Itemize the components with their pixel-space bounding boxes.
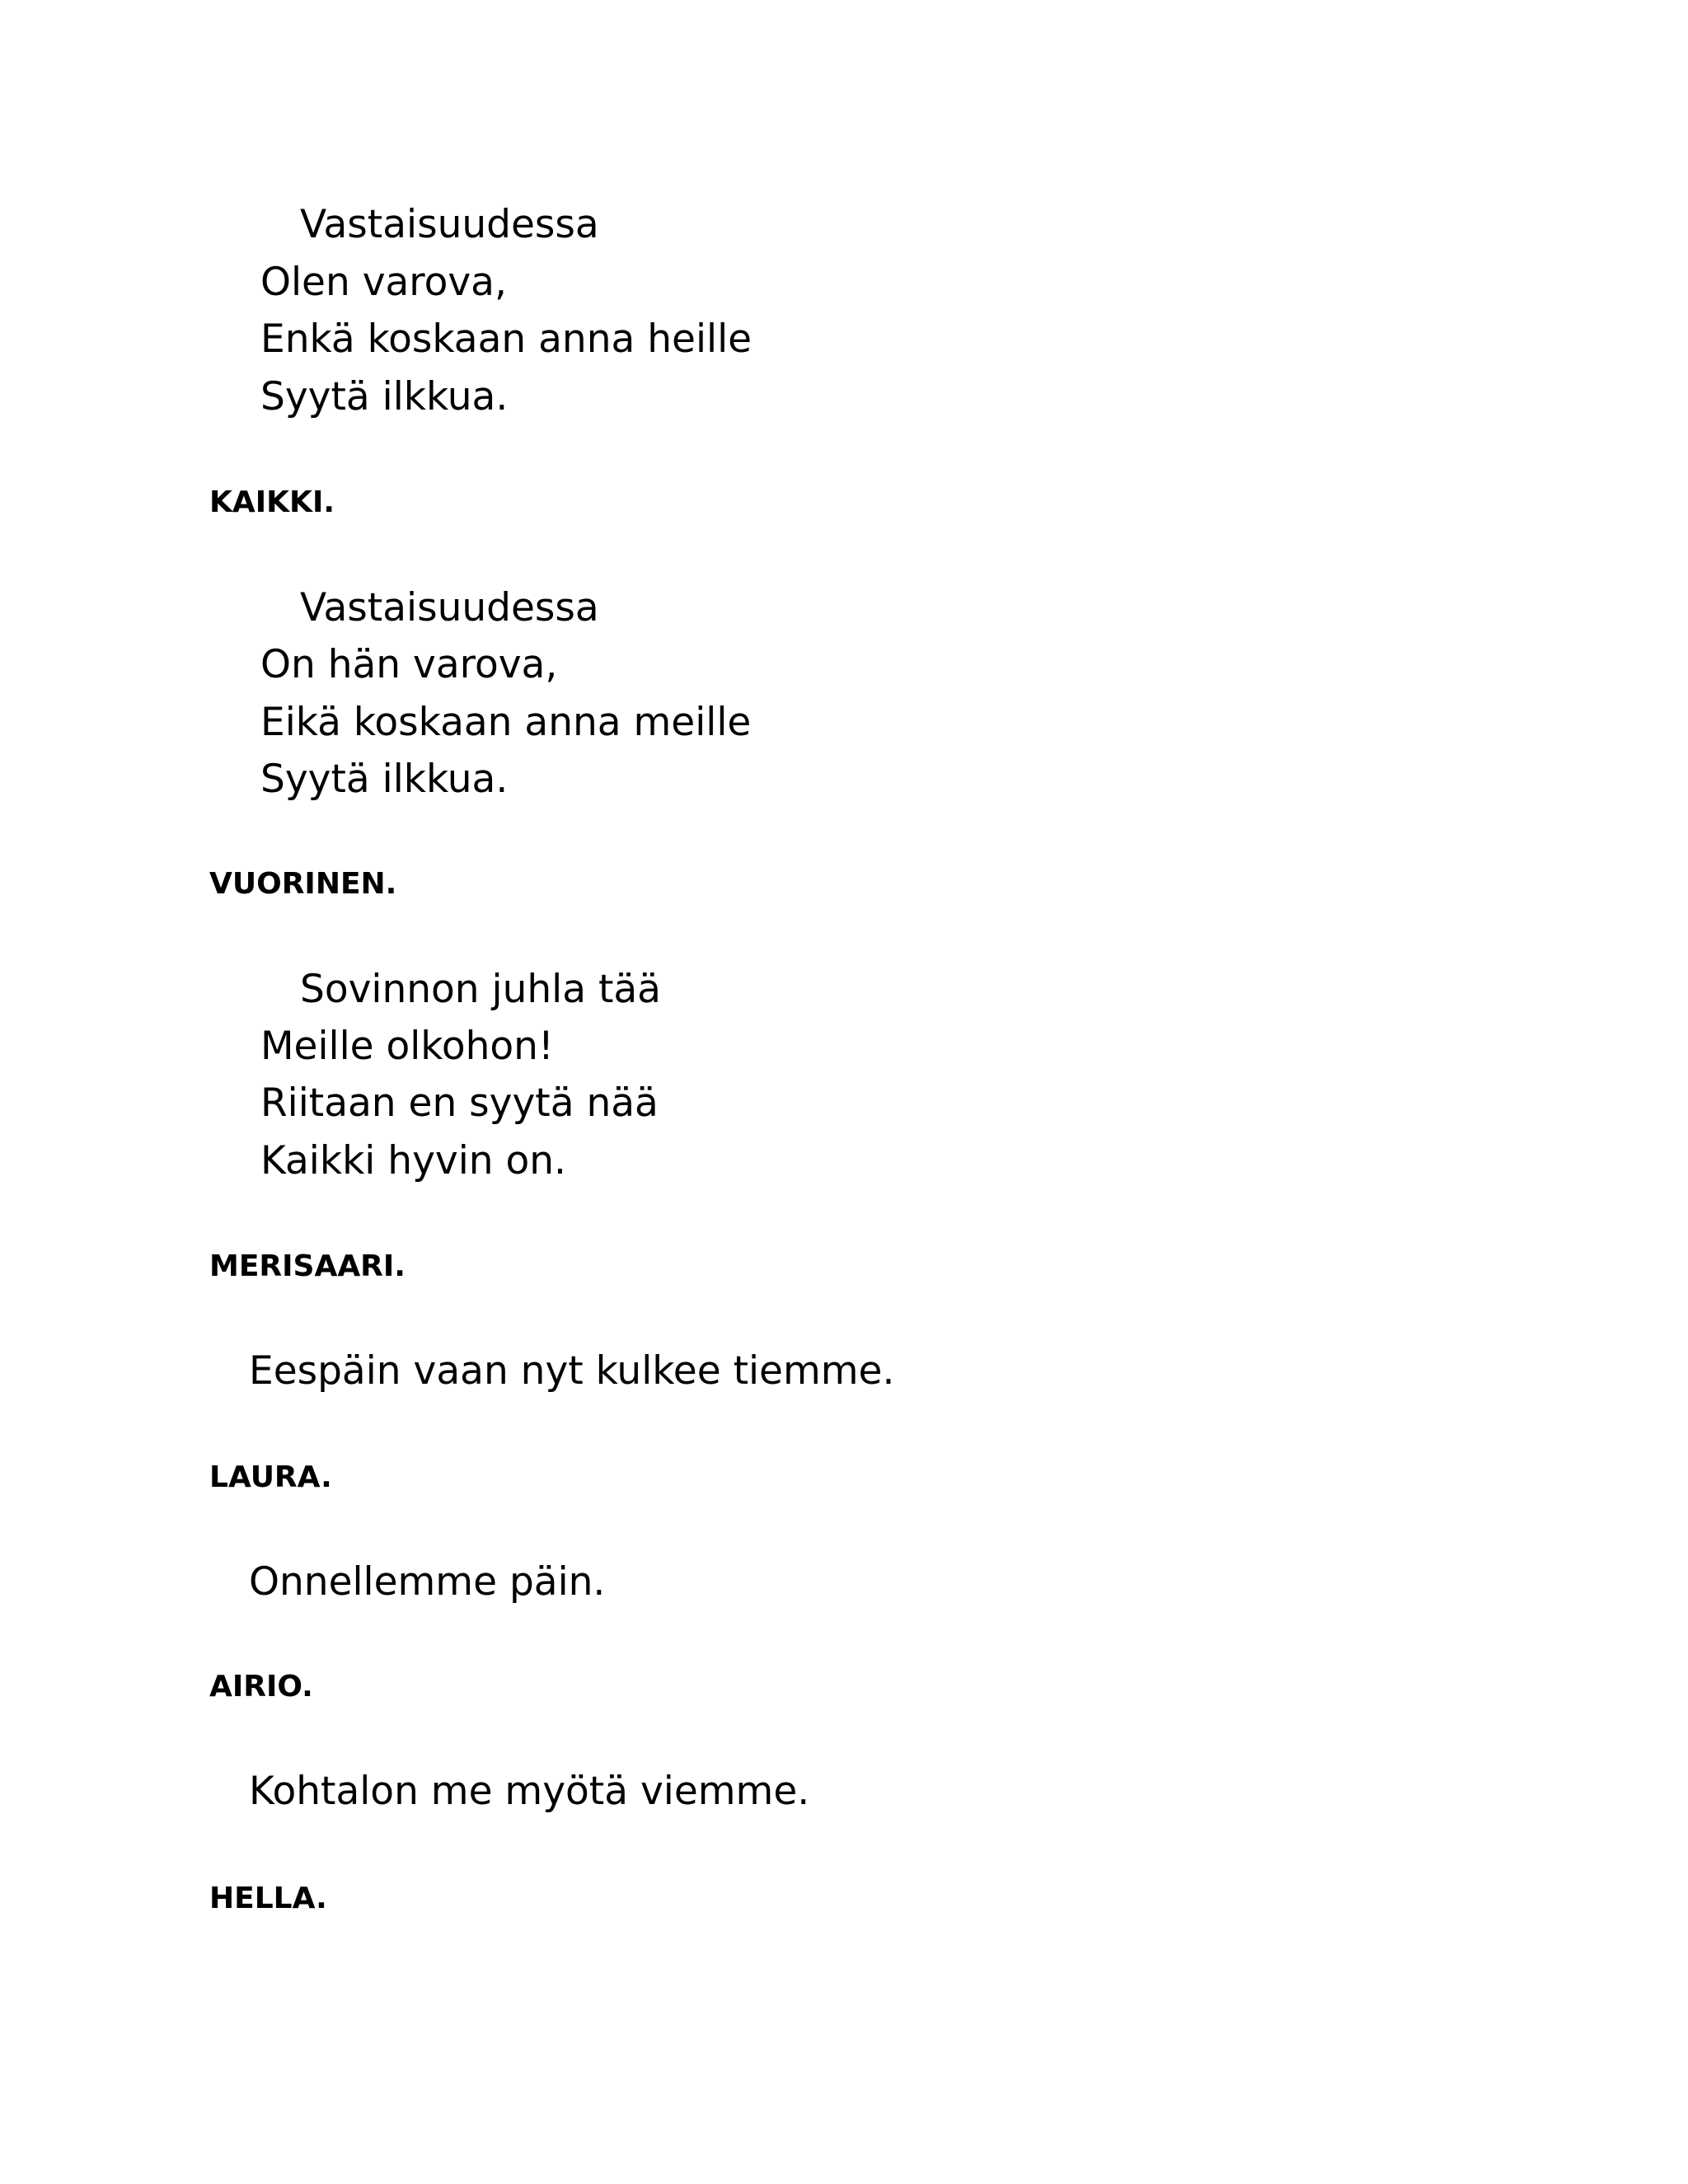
verse-line: Vastaisuudessa — [300, 202, 599, 247]
prose-line: Onnellemme päin. — [249, 1559, 606, 1605]
speaker-name: KAIKKI. — [209, 485, 335, 519]
verse-line: Sovinnon juhla tää — [300, 967, 661, 1012]
speaker-name: LAURA. — [209, 1460, 332, 1494]
verse-line: Kaikki hyvin on. — [260, 1138, 566, 1183]
verse-line: Olen varova, — [260, 260, 507, 305]
verse-line: Syytä ilkkua. — [260, 757, 509, 802]
speaker-name: AIRIO. — [209, 1670, 313, 1704]
verse-line: Enkä koskaan anna heille — [260, 316, 753, 362]
verse-line: Vastaisuudessa — [300, 585, 599, 630]
verse-line: On hän varova, — [260, 642, 558, 687]
verse-line: Riitaan en syytä nää — [260, 1080, 659, 1126]
speaker-name: MERISAARI. — [209, 1249, 406, 1283]
verse-line: Eikä koskaan anna meille — [260, 700, 752, 745]
prose-line: Eespäin vaan nyt kulkee tiemme. — [249, 1348, 895, 1394]
prose-line: Kohtalon me myötä viemme. — [249, 1769, 810, 1814]
verse-line: Syytä ilkkua. — [260, 374, 509, 419]
speaker-name: VUORINEN. — [209, 867, 397, 901]
verse-line: Meille olkohon! — [260, 1024, 554, 1069]
speaker-name: HELLA. — [209, 1882, 327, 1915]
